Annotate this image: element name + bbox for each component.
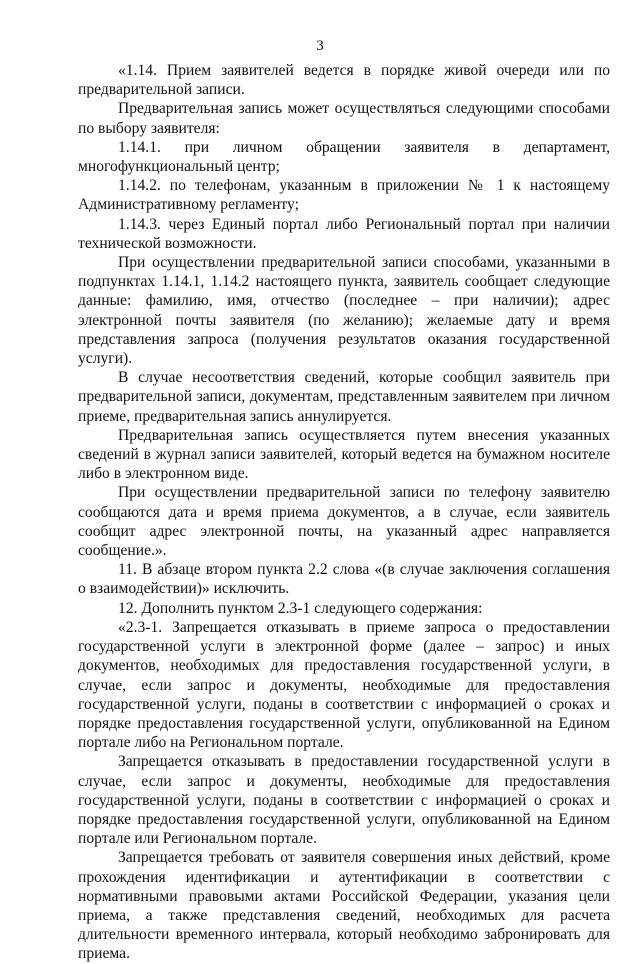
paragraph-1-14-1: 1.14.1. при личном обращении заявителя в департамент, многофункциональный центр;: [78, 138, 610, 176]
paragraph-requirements-prohibited: Запрещается требовать от заявителя совершения иных действий, кроме прохождения идентификации и аутентификации в соответствии с нормативными правовыми актами Российской Федерации, указания цели приема, а также представления сведений, необходимых для расчета длительности временного интервала, который необходимо забронировать для приема.: [78, 849, 610, 963]
paragraph-item-11: 11. В абзаце втором пункта 2.2 слова «(в случае заключения соглашения о взаимодействии)» исключить.: [78, 561, 610, 598]
paragraph-applicant-data: При осуществлении предварительной записи способами, указанными в подпунктах 1.14.1, 1.14.2 настоящего пункта, заявитель сообщает следующие данные: фамилию, имя, отчество (последнее – при наличии); адрес электронной почты заявителя (по желанию); желаемые дату и время представления запроса (получения результатов оказания государственной услуги).: [78, 254, 610, 368]
paragraph-refusal-prohibited: Запрещается отказывать в предоставлении государственной услуги в случае, если запрос и документы, необходимые для предоставления государственной услуги, поданы в соответствии с информацией о сроках и порядке предоставления государственной услуги, опубликованной на Едином портале или Региональном портале.: [78, 753, 610, 848]
paragraph-2-3-1: «2.3-1. Запрещается отказывать в приеме запроса о предоставлении государственной услуги в электронной форме (далее – запрос) и иных документов, необходимых для предоставления государственной услуги, в случае, если запрос и документы, необходимые для предоставления государственной услуги, поданы в соответствии с информацией о сроках и порядке предоставления государственной услуги, опубликованной на Едином портале либо на Региональном портале.: [78, 618, 610, 752]
paragraph-appointment-methods: Предварительная запись может осуществляться следующими способами по выбору заявителя:: [78, 100, 610, 137]
paragraph-journal: Предварительная запись осуществляется путем внесения указанных сведений в журнал записи заявителей, который ведется на бумажном носителе либо в электронном виде.: [78, 426, 610, 483]
paragraph-1-14-2: 1.14.2. по телефонам, указанным в приложении № 1 к настоящему Административному регламенту;: [78, 177, 610, 214]
paragraph-item-12: 12. Дополнить пунктом 2.3-1 следующего содержания:: [118, 599, 483, 617]
paragraph-1-14: «1.14. Прием заявителей ведется в порядке живой очереди или по предварительной записи.: [78, 62, 610, 99]
paragraph-phone-appointment: При осуществлении предварительной записи по телефону заявителю сообщаются дата и время приема документов, а в случае, если заявитель сообщит адрес электронной почты, на указанный адрес направляется сообщение.».: [78, 484, 610, 560]
paragraph-mismatch: В случае несоответствия сведений, которые сообщил заявитель при предварительной записи, документам, представленным заявителем при личном приеме, предварительная запись аннулируется.: [78, 369, 610, 425]
document-body: [78, 61, 610, 964]
page-number: 3: [316, 38, 324, 54]
paragraph-1-14-3: 1.14.3. через Единый портал либо Региональный портал при наличии технической возможности.: [78, 215, 610, 252]
